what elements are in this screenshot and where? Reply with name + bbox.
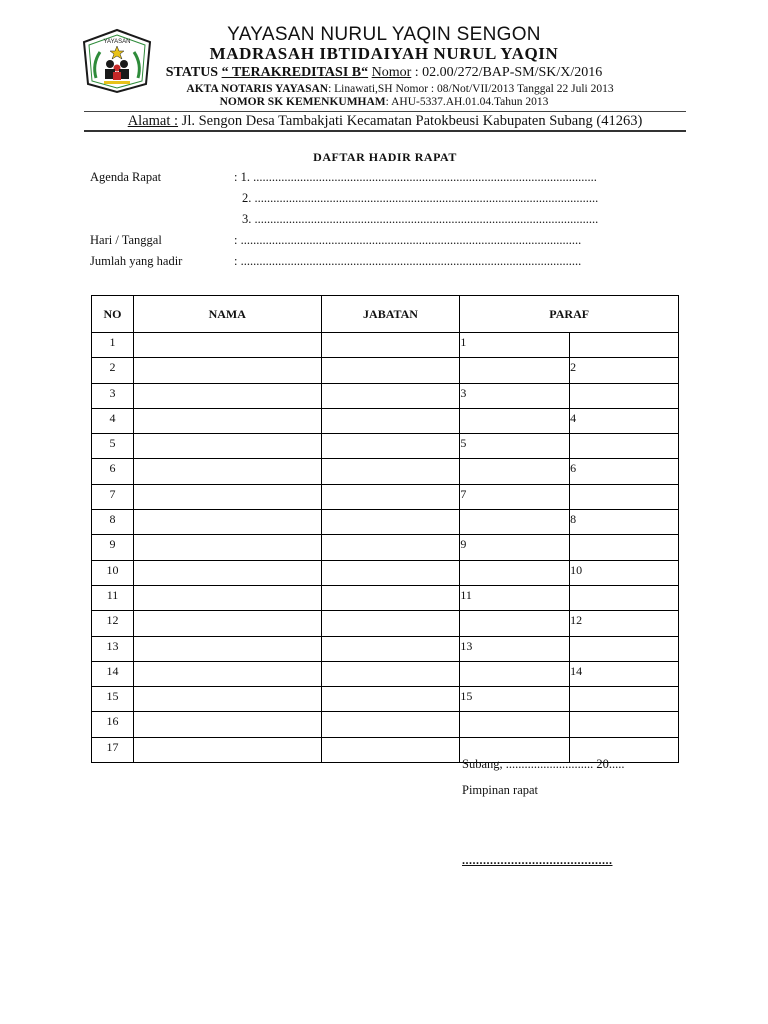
name-cell[interactable]: [133, 358, 321, 383]
table-row: [92, 459, 679, 484]
notary-deed: [160, 83, 640, 95]
name-cell[interactable]: [133, 333, 321, 358]
signature-cell-left[interactable]: 3: [460, 383, 570, 408]
agenda-item-1: : 1. ..............................................................................................................: [234, 170, 597, 184]
signature-cell-left[interactable]: 9: [460, 535, 570, 560]
signature-cell-left[interactable]: 1: [460, 333, 570, 358]
name-cell[interactable]: [133, 510, 321, 535]
name-cell[interactable]: [133, 459, 321, 484]
signature-cell-left[interactable]: [460, 459, 570, 484]
table-row: [92, 484, 679, 509]
place-date: Subang, ............................ 20.....: [462, 757, 625, 771]
table-row: [92, 585, 679, 610]
attendance-table: [91, 295, 679, 763]
table-row: [92, 560, 679, 585]
address-label: Alamat :: [127, 113, 179, 129]
row-number: 12: [92, 611, 134, 636]
date-label: Hari / Tanggal: [90, 233, 162, 247]
row-number: 11: [92, 585, 134, 610]
agenda-label: Agenda Rapat: [90, 170, 162, 184]
row-number: 6: [92, 459, 134, 484]
table-row: [92, 687, 679, 712]
position-cell[interactable]: [321, 611, 460, 636]
foundation-logo: [80, 28, 154, 94]
name-cell[interactable]: [133, 560, 321, 585]
row-number: 5: [92, 434, 134, 459]
position-cell[interactable]: [321, 358, 460, 383]
signature-cell-right[interactable]: 4: [570, 408, 679, 433]
signature-cell-left[interactable]: [460, 712, 570, 737]
row-number: 1: [92, 333, 134, 358]
sk-number: [160, 96, 608, 108]
position-cell[interactable]: [321, 459, 460, 484]
name-cell[interactable]: [133, 434, 321, 459]
position-cell[interactable]: [321, 434, 460, 459]
position-cell[interactable]: [321, 661, 460, 686]
row-number: 10: [92, 560, 134, 585]
sk-label: NOMOR SK KEMENKUMHAM: [219, 96, 386, 108]
address-value: Jl. Sengon Desa Tambakjati Kecamatan Patokbeusi Kabupaten Subang (41263): [178, 113, 643, 129]
signature-cell-left[interactable]: [460, 661, 570, 686]
row-number: 13: [92, 636, 134, 661]
accreditation-status: [160, 65, 608, 81]
position-cell[interactable]: [321, 484, 460, 509]
table-row: [92, 333, 679, 358]
row-number: 15: [92, 687, 134, 712]
header-nama: NAMA: [133, 296, 321, 333]
header-divider-top: [84, 111, 686, 112]
school-name: MADRASAH IBTIDAIYAH NURUL YAQIN: [209, 44, 559, 63]
row-number: 8: [92, 510, 134, 535]
signature-cell-left[interactable]: 15: [460, 687, 570, 712]
date-value: : .............................................................................................................: [234, 233, 582, 247]
table-row: [92, 661, 679, 686]
table-row: [92, 434, 679, 459]
sk-value: : AHU-5337.AH.01.04.Tahun 2013: [385, 96, 549, 108]
signer-role: Pimpinan rapat: [462, 783, 539, 797]
table-row: [92, 383, 679, 408]
signature-cell-right[interactable]: 14: [570, 661, 679, 686]
position-cell[interactable]: [321, 585, 460, 610]
signature-cell-right[interactable]: 12: [570, 611, 679, 636]
name-cell[interactable]: [133, 408, 321, 433]
table-row: [92, 611, 679, 636]
position-cell[interactable]: [321, 687, 460, 712]
position-cell[interactable]: [321, 383, 460, 408]
row-number: 3: [92, 383, 134, 408]
address: [84, 113, 686, 130]
header-jabatan: JABATAN: [321, 296, 460, 333]
name-cell[interactable]: [133, 661, 321, 686]
signature-cell-left[interactable]: 11: [460, 585, 570, 610]
status-nomor-value: : 02.00/272/BAP-SM/SK/X/2016: [411, 65, 603, 80]
name-cell[interactable]: [133, 535, 321, 560]
name-cell[interactable]: [133, 687, 321, 712]
row-number: 17: [92, 737, 134, 762]
name-cell[interactable]: [133, 636, 321, 661]
attendee-count-label: Jumlah yang hadir: [90, 254, 183, 268]
akta-label: AKTA NOTARIS YAYASAN: [186, 83, 329, 95]
name-cell[interactable]: [133, 712, 321, 737]
signature-cell-left[interactable]: [460, 408, 570, 433]
row-number: 7: [92, 484, 134, 509]
signature-cell-right[interactable]: 6: [570, 459, 679, 484]
akta-value: : Linawati,SH Nomor : 08/Not/VII/2013 Tanggal 22 Juli 2013: [328, 83, 614, 95]
table-row: [92, 358, 679, 383]
row-number: 9: [92, 535, 134, 560]
position-cell[interactable]: [321, 636, 460, 661]
table-row: [92, 510, 679, 535]
name-cell[interactable]: [133, 484, 321, 509]
signature-cell-left[interactable]: [460, 358, 570, 383]
signature-cell-right[interactable]: [570, 636, 679, 661]
attendee-count-value: : .............................................................................................................: [234, 254, 582, 268]
row-number: 4: [92, 408, 134, 433]
table-row: [92, 636, 679, 661]
signature-cell-left[interactable]: 13: [460, 636, 570, 661]
signature-cell-left[interactable]: [460, 510, 570, 535]
signature-cell-right[interactable]: 10: [570, 560, 679, 585]
row-number: 16: [92, 712, 134, 737]
table-row: [92, 408, 679, 433]
signature-line: ...........................................: [462, 853, 613, 867]
signature-cell-right[interactable]: [570, 383, 679, 408]
logo-text: YAYASAN: [103, 39, 131, 45]
signature-cell-left[interactable]: [460, 611, 570, 636]
position-cell[interactable]: [321, 510, 460, 535]
row-number: 2: [92, 358, 134, 383]
header-divider-bottom: [84, 130, 686, 132]
name-cell[interactable]: [133, 611, 321, 636]
position-cell[interactable]: [321, 737, 460, 762]
signature-cell-right[interactable]: [570, 687, 679, 712]
document-title: DAFTAR HADIR RAPAT: [313, 150, 457, 164]
table-header-row: [92, 296, 679, 333]
table-row: [92, 535, 679, 560]
signature-cell-right[interactable]: [570, 535, 679, 560]
signature-cell-right[interactable]: [570, 712, 679, 737]
signature-cell-right[interactable]: [570, 484, 679, 509]
position-cell[interactable]: [321, 408, 460, 433]
signature-cell-right[interactable]: [570, 585, 679, 610]
row-number: 14: [92, 661, 134, 686]
signature-cell-left[interactable]: 5: [460, 434, 570, 459]
status-prefix: STATUS: [165, 65, 222, 80]
signature-cell-right[interactable]: 8: [570, 510, 679, 535]
signature-cell-right[interactable]: [570, 434, 679, 459]
status-nomor-label: Nomor: [371, 65, 412, 80]
position-cell[interactable]: [321, 712, 460, 737]
position-cell[interactable]: [321, 535, 460, 560]
name-cell[interactable]: [133, 585, 321, 610]
position-cell[interactable]: [321, 333, 460, 358]
status-value: “ TERAKREDITASI B“: [221, 65, 369, 80]
signature-cell-left[interactable]: 7: [460, 484, 570, 509]
name-cell[interactable]: [133, 737, 321, 762]
agenda-item-3: 3. ..............................................................................................................: [242, 212, 599, 226]
header-paraf: PARAF: [460, 296, 679, 333]
foundation-name: YAYASAN NURUL YAQIN SENGON: [227, 24, 541, 45]
signature-cell-right[interactable]: [570, 333, 679, 358]
signature-cell-left[interactable]: [460, 560, 570, 585]
header-no: NO: [92, 296, 134, 333]
signature-cell-right[interactable]: 2: [570, 358, 679, 383]
position-cell[interactable]: [321, 560, 460, 585]
agenda-item-2: 2. ..............................................................................................................: [242, 191, 599, 205]
name-cell[interactable]: [133, 383, 321, 408]
table-row: [92, 712, 679, 737]
